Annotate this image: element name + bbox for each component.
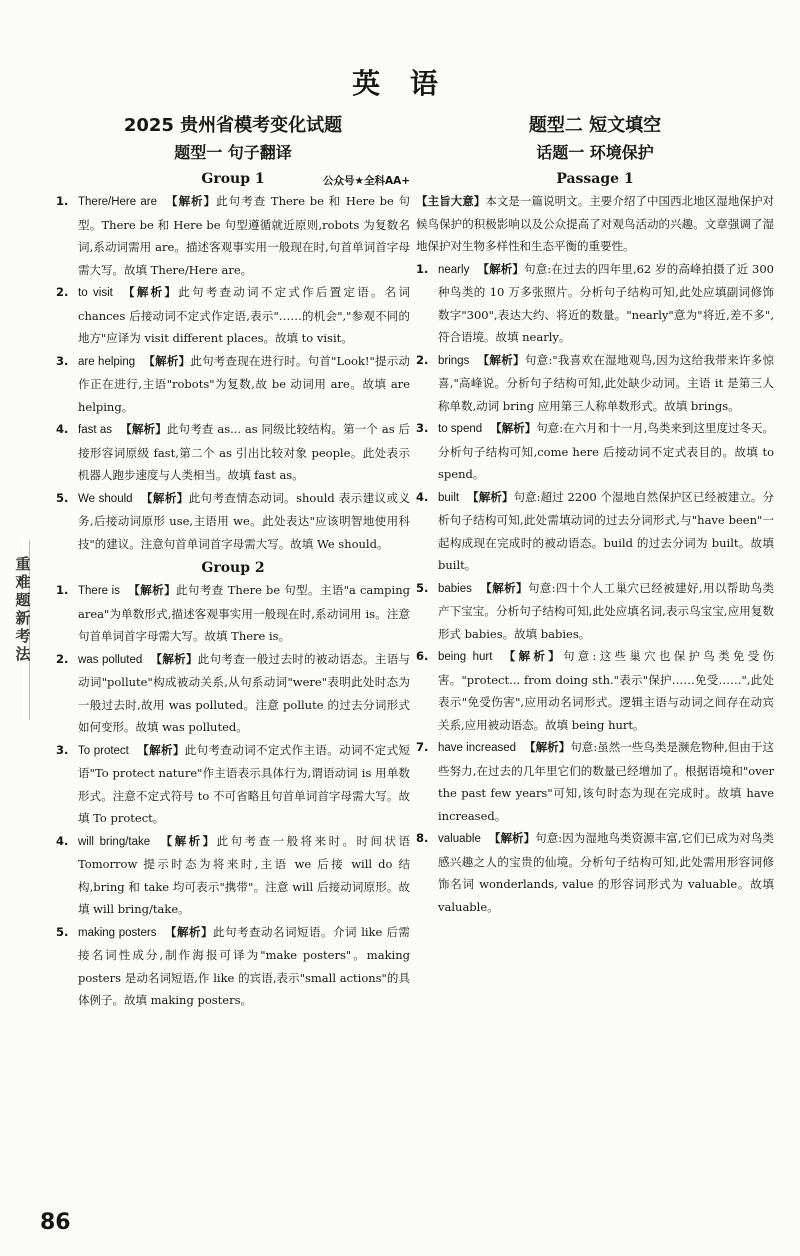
- analysis-text: 句意:在六月和十一月,鸟类来到这里度过冬天。分析句子结构可知,come here 后接动词不定式表目的。故填 to spend。: [438, 421, 775, 481]
- item-number: 5.: [56, 924, 69, 939]
- analysis-tag: 【解析】: [490, 421, 537, 435]
- item-number: 3.: [56, 742, 69, 757]
- analysis-text: 此句考查动名词短语。介词 like 后需接名词性成分,制作海报可译为"make posters"。making posters 是动名词短语,作 like 的宾语,表示"small actions"的具体例子。故填 making posters。: [78, 924, 410, 1007]
- analysis-text: 句意:"我喜欢在湿地观鸟,因为这给我带来许多惊喜,"高峰说。分析句子结构可知,此处缺少动词。主语 it 是第三人称单数,动词 bring 应用第三人称单数形式。故填 brings。: [438, 352, 774, 413]
- answer-item: [416, 645, 774, 736]
- answer-item: [56, 579, 410, 648]
- answer-text: brings: [438, 354, 470, 367]
- answer-text: babies: [438, 582, 472, 595]
- answer-text: fast as: [78, 424, 113, 436]
- answer-item: [56, 739, 410, 830]
- side-tab-label: 重难题新考法: [15, 555, 31, 663]
- page-title: 英 语: [352, 67, 448, 100]
- answer-item: [56, 648, 410, 739]
- item-number: 1.: [56, 194, 69, 208]
- passage-label: Passage 1: [556, 171, 634, 187]
- analysis-tag: 【解析】: [477, 352, 525, 367]
- item-number: 2.: [56, 285, 69, 299]
- answer-text: There/Here are: [78, 196, 158, 208]
- item-number: 5.: [416, 580, 429, 595]
- analysis-text: 句意:虽然一些鸟类是濒危物种,但由于这些努力,在过去的几年里它们的数量已经增加了。根据语境和"over the past few years"可知,该句时态为现在完成时。故填 have increased。: [438, 740, 775, 823]
- answer-item: [416, 577, 774, 646]
- answer-text: We should: [78, 492, 133, 505]
- summary-text: 本文是一篇说明文。主要介绍了中国西北地区湿地保护对候鸟保护的积极影响以及公众提高了对观鸟活动的兴趣。文章强调了湿地保护对生物多样性和生态平衡的重要性。: [416, 194, 775, 253]
- page-number: 86: [40, 1210, 71, 1235]
- item-number: 1.: [416, 261, 429, 276]
- answer-text: was polluted: [78, 653, 143, 666]
- item-number: 2.: [416, 352, 429, 367]
- group-heading: [56, 168, 410, 190]
- answer-text: will bring/take: [78, 835, 151, 848]
- analysis-text: 此句考查 There be 和 Here be 句型。There be 和 Here be 句型遵循就近原则,robots 为复数名词,系动词需用 are。描述客观事实用一般现在时,句首单词首字母需大写。故填 There/Here are。: [78, 194, 411, 277]
- answer-text: have increased: [438, 742, 517, 754]
- group-label: Group 2: [201, 560, 265, 576]
- answer-item: [56, 921, 410, 1012]
- analysis-text: 句意:在过去的四年里,62 岁的高峰拍摄了近 300 种鸟类的 10 万多张照片。分析句子结构可知,此处应填副词修饰数字"300",表达大约、将近的数量。"nearly"意为"将近,差不多",符合语境。故填 nearly。: [438, 261, 774, 344]
- analysis-text: 此句考查一般将来时。时间状语 Tomorrow 提示时态为将来时,主语 we 后接 will do 结构,bring 和 take 均可表示"携带"。注意 will 后接动词原形。故填 will bring/take。: [78, 833, 411, 916]
- passage-summary: [416, 190, 774, 258]
- summary-tag: 【主旨大意】: [416, 194, 486, 208]
- answer-item: [56, 281, 410, 350]
- item-number: 4.: [56, 422, 69, 436]
- analysis-tag: 【解析】: [165, 194, 217, 208]
- answer-item: [56, 830, 410, 921]
- answer-item: [416, 827, 774, 918]
- answer-text: nearly: [438, 263, 470, 276]
- answer-text: making posters: [78, 926, 157, 939]
- answer-text: valuable: [438, 833, 481, 845]
- analysis-tag: 【解析】: [488, 831, 536, 845]
- analysis-tag: 【解析】: [158, 833, 217, 848]
- answer-item: [416, 417, 774, 486]
- analysis-text: 此句考查 as... as 同级比较结构。第一个 as 后接形容词原级 fast,第二个 as 引出比较对象 people。此处表示机器人跑步速度与人类相当。故填 fast as。: [78, 422, 410, 482]
- answer-text: are helping: [78, 355, 136, 368]
- item-number: 3.: [416, 421, 429, 435]
- analysis-text: 此句考查现在进行时。句首"Look!"提示动作正在进行,主语"robots"为复数,故 be 动词用 are。故填 are helping。: [78, 353, 411, 414]
- item-number: 4.: [416, 489, 429, 504]
- analysis-tag: 【解析】: [164, 924, 213, 939]
- group-heading: [56, 557, 410, 579]
- answer-item: [416, 736, 774, 827]
- analysis-text: 句意:超过 2200 个湿地自然保护区已经被建立。分析句子结构可知,此处需填动词的过去分词形式,与"have been"一起构成现在完成时的被动语态。build 的过去分词为 built。故填 built。: [438, 489, 774, 572]
- group-label: Group 1: [201, 171, 265, 187]
- answer-item: [416, 258, 774, 349]
- analysis-tag: 【解析】: [143, 353, 191, 368]
- analysis-text: 句意:四十个人工巢穴已经被建好,用以帮助鸟类产下宝宝。分析句子结构可知,此处应填名词,表示鸟宝宝,应用复数形式 babies。故填 babies。: [438, 580, 775, 641]
- analysis-tag: 【解析】: [127, 583, 177, 597]
- analysis-text: 此句考查动词不定式作主语。动词不定式短语"To protect nature"作主语表示具体行为,谓语动词 is 用单数形式。注意不定式符号 to 不可省略且句首单词首字母需大写。故填 To protect。: [78, 742, 410, 825]
- answer-text: being hurt: [438, 651, 493, 663]
- answer-text: to visit: [78, 287, 113, 299]
- analysis-tag: 【解析】: [524, 740, 571, 754]
- item-number: 6.: [416, 649, 429, 663]
- item-number: 4.: [56, 833, 69, 848]
- passage-heading: [416, 168, 774, 190]
- answer-item: [56, 487, 410, 556]
- analysis-tag: 【解析】: [150, 651, 198, 666]
- watermark-text: 公众号★全科AA+: [323, 175, 410, 187]
- analysis-text: 句意:因为湿地鸟类资源丰富,它们已成为对鸟类感兴趣之人的宝贵的仙境。分析句子结构可知,此处需用形容词修饰名词 wonderlands, value 的形容词形式为 valuable。故填 valuable。: [438, 831, 774, 914]
- item-number: 1.: [56, 583, 69, 597]
- right-section-subtitle: 话题一 环境保护: [536, 143, 654, 162]
- analysis-tag: 【解析】: [467, 489, 514, 504]
- item-number: 3.: [56, 353, 69, 368]
- left-section-subtitle: 题型一 句子翻译: [174, 143, 292, 162]
- analysis-text: 此句考查情态动词。should 表示建议或义务,后接动词原形 use,主语用 we。此处表达"应该明智地使用科技"的建议。注意句首单词首字母需大写。故填 We should。: [78, 490, 410, 551]
- left-column: [56, 112, 410, 1012]
- analysis-text: 此句考查一般过去时的被动语态。主语与动词"pollute"构成被动关系,从句系动词"were"表明此处时态为一般过去时,故用 was polluted。注意 pollute 的过去分词形式如何变形。故填 was polluted。: [78, 651, 411, 734]
- left-section-title: 2025 贵州省模考变化试题: [123, 115, 343, 136]
- analysis-tag: 【解析】: [500, 649, 563, 663]
- item-number: 5.: [56, 490, 69, 505]
- answer-item: [56, 350, 410, 419]
- item-number: 8.: [416, 831, 429, 845]
- answer-item: [56, 190, 410, 281]
- answer-text: built: [438, 491, 460, 504]
- answer-item: [416, 486, 774, 577]
- item-number: 2.: [56, 651, 69, 666]
- analysis-tag: 【解析】: [477, 261, 525, 276]
- item-number: 7.: [416, 740, 429, 754]
- analysis-tag: 【解析】: [136, 742, 185, 757]
- analysis-text: 此句考查动词不定式作后置定语。名词 chances 后接动词不定式作定语,表示"……的机会","参观不同的地方"应译为 visit different places。故填 to visit。: [78, 285, 410, 345]
- answer-text: To protect: [78, 744, 129, 757]
- answer-text: There is: [78, 585, 120, 597]
- analysis-tag: 【解析】: [140, 490, 189, 505]
- analysis-tag: 【解析】: [120, 422, 167, 436]
- analysis-tag: 【解析】: [479, 580, 528, 595]
- answer-item: [56, 418, 410, 487]
- analysis-text: 此句考查 There be 句型。主语"a camping area"为单数形式,描述客观事实用一般现在时,系动词用 is。注意句首单词首字母需大写。故填 There is。: [78, 583, 410, 643]
- right-section-title: 题型二 短文填空: [528, 115, 662, 136]
- right-column: [416, 112, 774, 918]
- answer-text: to spend: [438, 423, 483, 435]
- answer-item: [416, 349, 774, 418]
- analysis-tag: 【解析】: [120, 285, 179, 299]
- analysis-text: 句意:这些巢穴也保护鸟类免受伤害。"protect... from doing sth."表示"保护……免受……",此处表示"免受伤害",应用动名词形式。逻辑主语与动词之间存在动宾关系,应用被动语态。故填 being hurt。: [438, 649, 775, 732]
